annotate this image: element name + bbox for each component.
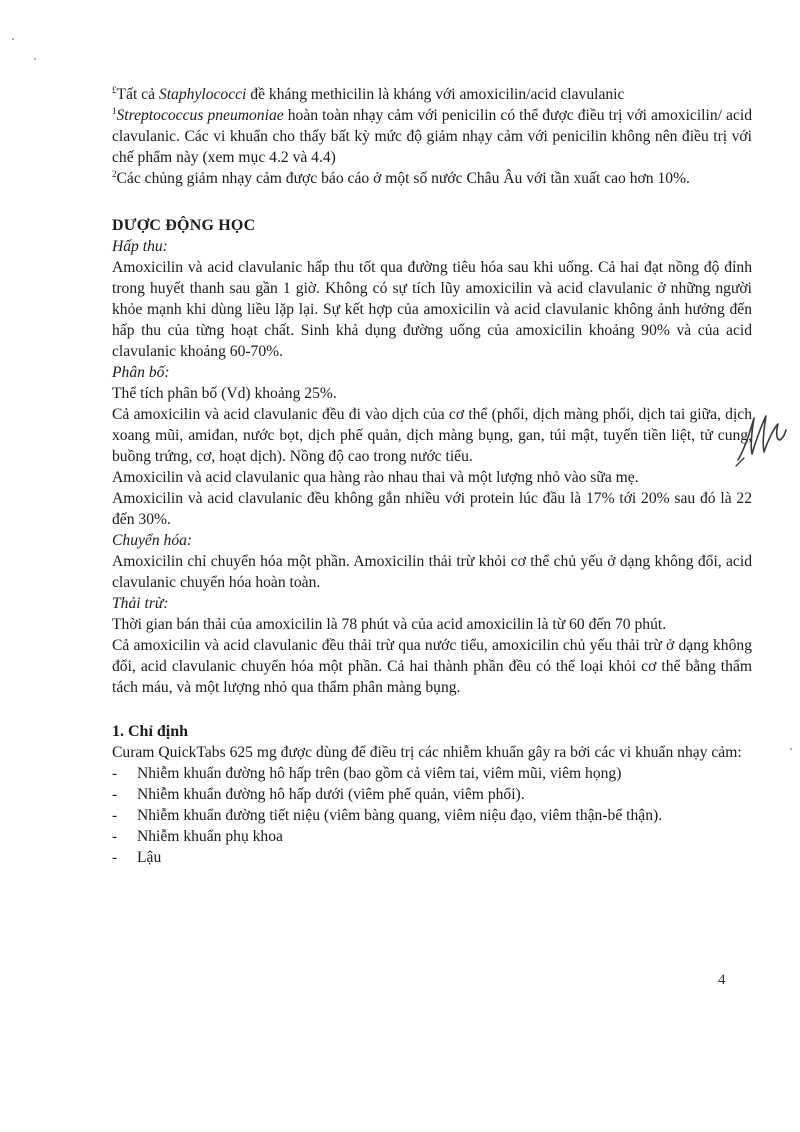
metabolism-paragraph: Amoxicilin chỉ chuyển hóa một phần. Amoxicilin thải trừ khỏi cơ thể chủ yếu ở dạng không đổi, acid clavulanic chuyển hóa hoàn toàn.: [112, 553, 752, 591]
distribution-subheading: Phân bố:: [112, 364, 170, 381]
bullet-dash: -: [112, 807, 118, 824]
scan-speck: [34, 58, 36, 60]
scan-speck: [12, 38, 14, 40]
indications-intro: Curam QuickTabs 625 mg được dùng để điều trị các nhiễm khuẩn gây ra bởi các vi khuẩn nhạy cảm:: [112, 744, 742, 761]
list-item: [112, 826, 752, 847]
document-page: [112, 84, 752, 868]
footnote-text: Tất cả: [116, 86, 159, 103]
bullet-dash: -: [112, 765, 118, 782]
footnote-text: Các chủng giảm nhạy cảm được báo cáo ở một số nước Châu Âu với tần xuất cao hơn 10%.: [116, 170, 690, 187]
metabolism-subheading: Chuyển hóa:: [112, 532, 193, 549]
absorption-paragraph: Amoxicilin và acid clavulanic hấp thu tốt qua đường tiêu hóa sau khi uống. Cả hai đạt nồng độ đỉnh trong huyết thanh sau gần 1 giờ. Không có sự tích lũy amoxicilin và acid clavulanic ở những người khỏe mạnh khi dùng liều lặp lại. Sự kết hợp của amoxicilin và acid clavulanic không ảnh hưởng đến hấp thu của từng hoạt chất. Sinh khả dụng đường uống của amoxicilin khoảng 90% và của acid clavulanic khoảng 60-70%.: [112, 259, 752, 360]
distribution-paragraph-placenta: Amoxicilin và acid clavulanic qua hàng rào nhau thai và một lượng nhỏ vào sữa mẹ.: [112, 469, 639, 486]
distribution-paragraph-volume: Thể tích phân bố (Vd) khoảng 25%.: [112, 385, 337, 402]
list-item: [112, 784, 752, 805]
footnote-text: đề kháng methicilin là kháng với amoxicilin/acid clavulanic: [246, 86, 625, 103]
list-item-text: Nhiễm khuẩn đường hô hấp trên (bao gồm cả viêm tai, viêm mũi, viêm họng): [137, 765, 622, 782]
bullet-dash: -: [112, 849, 118, 866]
list-item: [112, 763, 752, 784]
species-name: Staphylococci: [158, 86, 247, 103]
footnote-resistance: [112, 168, 752, 189]
indications-heading: 1. Chỉ định: [112, 723, 189, 740]
list-item-text: Nhiễm khuẩn phụ khoa: [137, 828, 283, 845]
list-item-text: Lậu: [137, 849, 162, 866]
pharmacokinetics-heading: DƯỢC ĐỘNG HỌC: [112, 217, 256, 234]
species-name: Streptococcus pneumoniae: [116, 107, 284, 124]
indications-list: [112, 763, 752, 868]
signature-initials: [730, 410, 790, 470]
page-number: 4: [718, 972, 726, 988]
footnote-marker: 1: [112, 106, 117, 116]
elimination-paragraph-halflife: Thời gian bán thải của amoxicilin là 78 phút và của acid amoxicilin là từ 60 đến 70 phút.: [112, 616, 667, 633]
distribution-paragraph-protein: Amoxicilin và acid clavulanic đều không gắn nhiều với protein lúc đầu là 17% tới 20% sau đó là 22 đến 30%.: [112, 490, 752, 528]
bullet-dash: -: [112, 828, 118, 845]
footnote-text: hoàn toàn nhạy cảm với penicilin có thể được điều trị với amoxicilin/ acid clavulanic. Các vi khuẩn cho thấy bất kỳ mức độ giảm nhạy cảm với penicilin không nên điều trị với chế phẩm này (xem mục 4.2 và 4.4): [112, 107, 752, 166]
footnote-streptococcus: [112, 105, 752, 168]
distribution-paragraph-fluids: Cả amoxicilin và acid clavulanic đều đi vào dịch của cơ thể (phổi, dịch màng phổi, dịch tai giữa, dịch xoang mũi, amiđan, nước bọt, dịch phế quản, dịch màng bụng, gan, túi mật, tuyến tiền liệt, tử cung, buồng trứng, cơ, hoạt dịch). Nồng độ cao trong nước tiểu.: [112, 406, 752, 465]
footnote-marker: £: [112, 85, 117, 95]
footnote-staphylococci: [112, 84, 752, 105]
list-item: [112, 847, 752, 868]
list-item: [112, 805, 752, 826]
list-item-text: Nhiễm khuẩn đường hô hấp dưới (viêm phế quản, viêm phổi).: [137, 786, 525, 803]
elimination-paragraph-excretion: Cả amoxicilin và acid clavulanic đều thải trừ qua nước tiểu, amoxicilin chủ yếu thải trừ ở dạng không đổi, acid clavulanic chuyển hóa một phần. Cả hai thành phần đều có thể loại khỏi cơ thể bằng thẩm tách máu, và một lượng nhỏ qua thẩm phân màng bụng.: [112, 637, 752, 696]
footnote-marker: 2: [112, 169, 117, 179]
bullet-dash: -: [112, 786, 118, 803]
elimination-subheading: Thải trừ:: [112, 595, 169, 612]
footnotes: [112, 84, 752, 189]
list-item-text: Nhiễm khuẩn đường tiết niệu (viêm bàng quang, viêm niệu đạo, viêm thận-bể thận).: [137, 807, 663, 824]
absorption-subheading: Hấp thu:: [112, 238, 168, 255]
scan-speck: [790, 748, 792, 750]
